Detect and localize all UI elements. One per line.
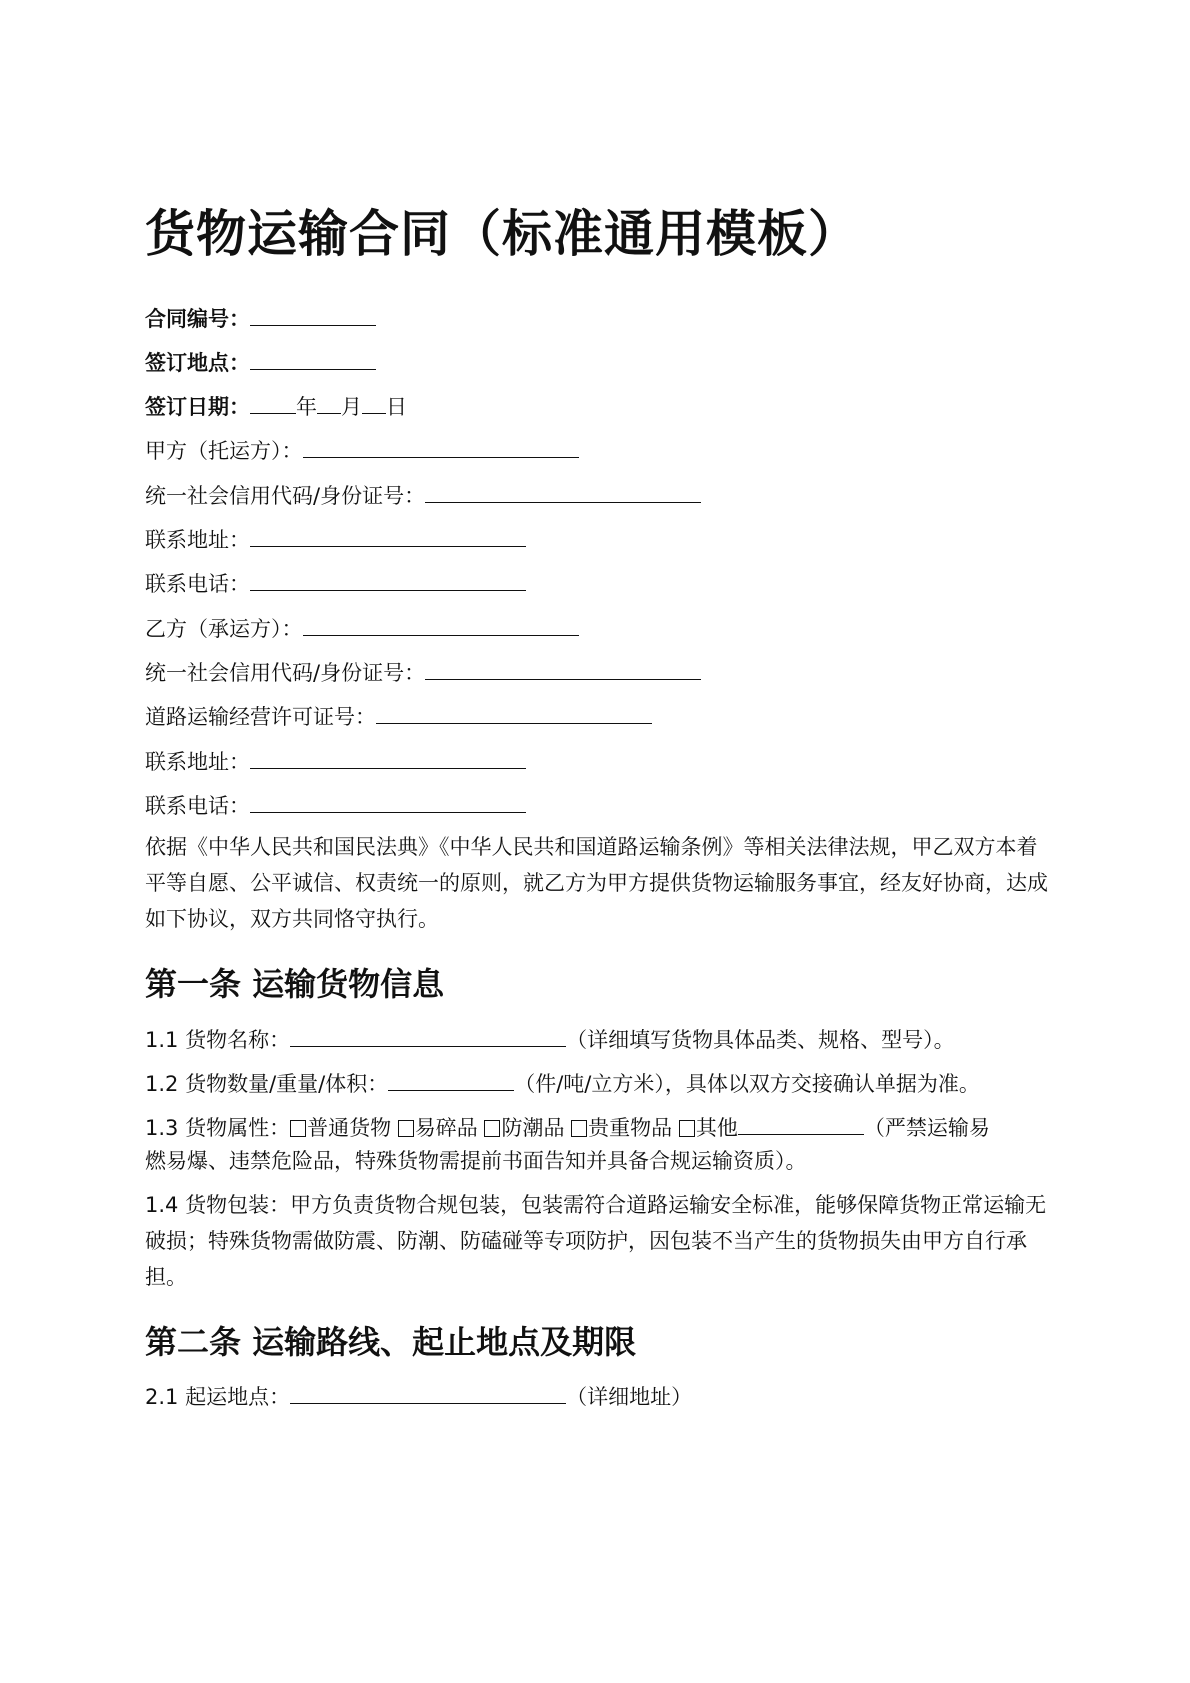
item-1-3-label: 1.3 货物属性： [145,1116,291,1140]
sign-date-label: 签订日期： [145,395,250,419]
checkbox-fragile[interactable] [398,1120,414,1137]
item-1-2-label: 1.2 货物数量/重量/体积： [145,1072,389,1096]
checkbox-other[interactable] [679,1120,695,1137]
item-1-1-note: （详细填写货物具体品类、规格、型号）。 [566,1028,955,1052]
party-b-phone-label: 联系电话： [145,794,250,818]
document-title: 货物运输合同（标准通用模板） [145,205,859,263]
section-2-heading: 第二条 运输路线、起止地点及期限 [145,1323,637,1361]
party-a-name-field [145,435,579,466]
item-1-3-note-line2: 燃易爆、违禁危险品，特殊货物需提前书面告知并具备合规运输资质）。 [145,1149,807,1173]
day-blank[interactable] [362,391,386,414]
party-a-credit-code-field [145,480,701,511]
party-b-credit-code-field [145,657,701,688]
checkbox-valuables[interactable] [571,1120,587,1137]
sign-place-label: 签订地点： [145,351,250,375]
party-a-address-field [145,524,526,555]
party-a-phone-blank[interactable] [250,568,526,591]
party-a-credit-code-label: 统一社会信用代码/身份证号： [145,484,426,508]
item-1-1-label: 1.1 货物名称： [145,1028,291,1052]
party-a-credit-code-blank[interactable] [425,480,701,503]
party-a-name-blank[interactable] [303,435,579,458]
option-moisture-proof: 防潮品 [501,1116,565,1140]
party-a-address-label: 联系地址： [145,528,250,552]
item-2-1-note: （详细地址） [566,1385,693,1409]
item-1-1 [145,1024,955,1055]
section-1-heading: 第一条 运输货物信息 [145,965,445,1003]
party-b-address-blank[interactable] [250,746,526,769]
preamble-paragraph: 依据《中华人民共和国民法典》《中华人民共和国道路运输条例》等相关法律法规，甲乙双方本着平等自愿、公平诚信、权责统一的原则，就乙方为甲方提供货物运输服务事宜，经友好协商，达成如下协议，双方共同恪守执行。 [145,835,1048,931]
option-valuables: 贵重物品 [588,1116,673,1140]
sign-place-field [145,347,376,378]
contract-number-label: 合同编号： [145,307,250,331]
goods-quantity-blank[interactable] [388,1068,514,1091]
departure-place-blank[interactable] [290,1381,566,1404]
other-goods-blank[interactable] [738,1112,864,1135]
party-b-phone-blank[interactable] [250,790,526,813]
checkbox-general-goods[interactable] [290,1120,306,1137]
item-1-3-line2 [145,1146,807,1176]
contract-number-blank[interactable] [250,303,376,326]
sign-date-field [145,391,407,422]
party-a-phone-field [145,568,526,599]
party-b-address-field [145,746,526,777]
item-1-2 [145,1068,980,1099]
month-blank[interactable] [317,391,341,414]
checkbox-moisture-proof[interactable] [484,1120,500,1137]
party-b-address-label: 联系地址： [145,750,250,774]
item-1-4-paragraph: 1.4 货物包装：甲方负责货物合规包装，包装需符合道路运输安全标准，能够保障货物正常运输无破损；特殊货物需做防震、防潮、防磕碰等专项防护，因包装不当产生的货物损失由甲方自行承担。 [145,1193,1047,1289]
year-label: 年 [296,395,317,419]
party-b-credit-code-label: 统一社会信用代码/身份证号： [145,661,426,685]
goods-name-blank[interactable] [290,1024,566,1047]
day-label: 日 [386,395,407,419]
item-1-2-note: （件/吨/立方米），具体以双方交接确认单据为准。 [514,1072,980,1096]
party-b-license-blank[interactable] [376,701,652,724]
party-b-name-label: 乙方（承运方）： [145,617,303,641]
option-other: 其他 [695,1116,738,1140]
party-b-license-label: 道路运输经营许可证号： [145,705,376,729]
year-blank[interactable] [250,391,296,414]
party-b-name-field [145,613,579,644]
party-b-phone-field [145,790,526,821]
party-a-phone-label: 联系电话： [145,572,250,596]
party-a-address-blank[interactable] [250,524,526,547]
party-a-name-label: 甲方（托运方）： [145,439,303,463]
item-2-1 [145,1381,692,1412]
party-b-credit-code-blank[interactable] [425,657,701,680]
sign-place-blank[interactable] [250,347,376,370]
item-1-3-note-line1: （严禁运输易 [863,1116,990,1140]
item-1-3-line1 [145,1112,990,1143]
item-2-1-label: 2.1 起运地点： [145,1385,291,1409]
party-b-license-field [145,701,652,732]
party-b-name-blank[interactable] [303,613,579,636]
month-label: 月 [341,395,362,419]
option-general-goods: 普通货物 [307,1116,392,1140]
option-fragile: 易碎品 [414,1116,478,1140]
contract-number-field [145,303,376,334]
